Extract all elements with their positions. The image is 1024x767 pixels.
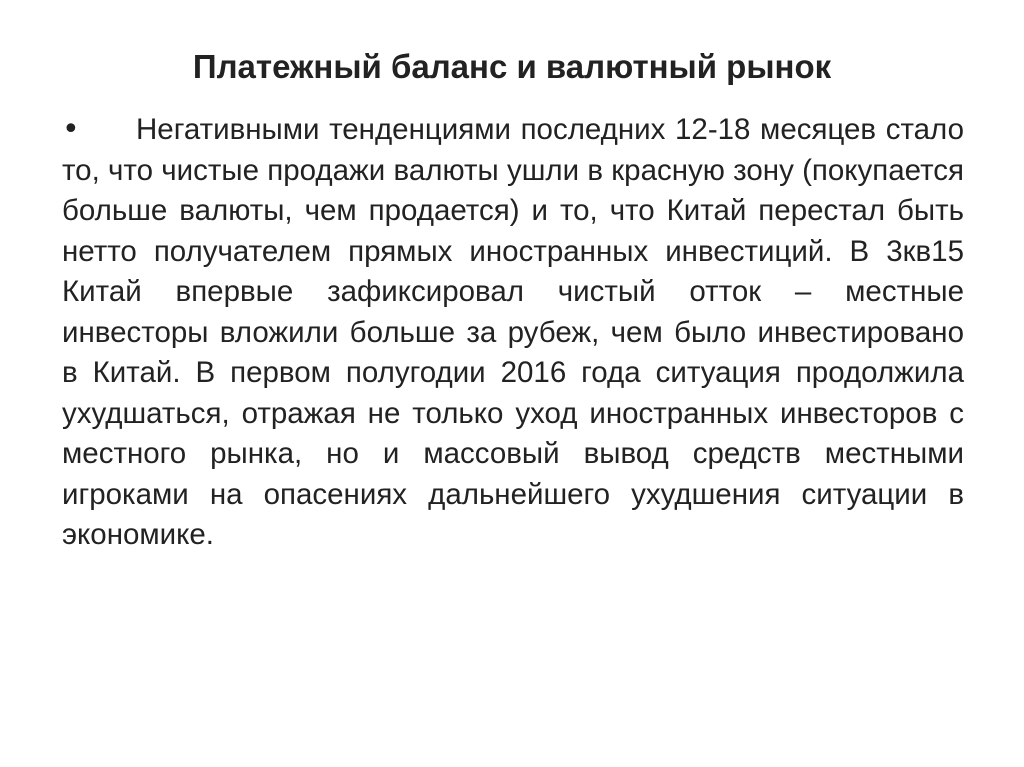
bullet-item (62, 110, 964, 556)
bullet-marker: • (62, 112, 80, 147)
bullet-text: Негативными тенденциями последних 12-18 месяцев стало то, что чистые продажи валюты ушли в красную зону (покупается больше валюты, чем продается) и то, что Китай перестал быть нетто получателем прямых иностранных инвестиций. В 3кв15 Китай впервые зафиксировал чистый отток – местные инвесторы вложили больше за рубеж, чем было инвестировано в Китай. В первом полугодии 2016 года ситуация продолжила ухудшаться, отражая не только уход иностранных инвесторов с местного рынка, но и массовый вывод средств местными игроками на опасениях дальнейшего ухудшения ситуации в экономике. (62, 113, 964, 551)
slide-title: Платежный баланс и валютный рынок (192, 48, 832, 85)
slide-body (62, 110, 964, 556)
